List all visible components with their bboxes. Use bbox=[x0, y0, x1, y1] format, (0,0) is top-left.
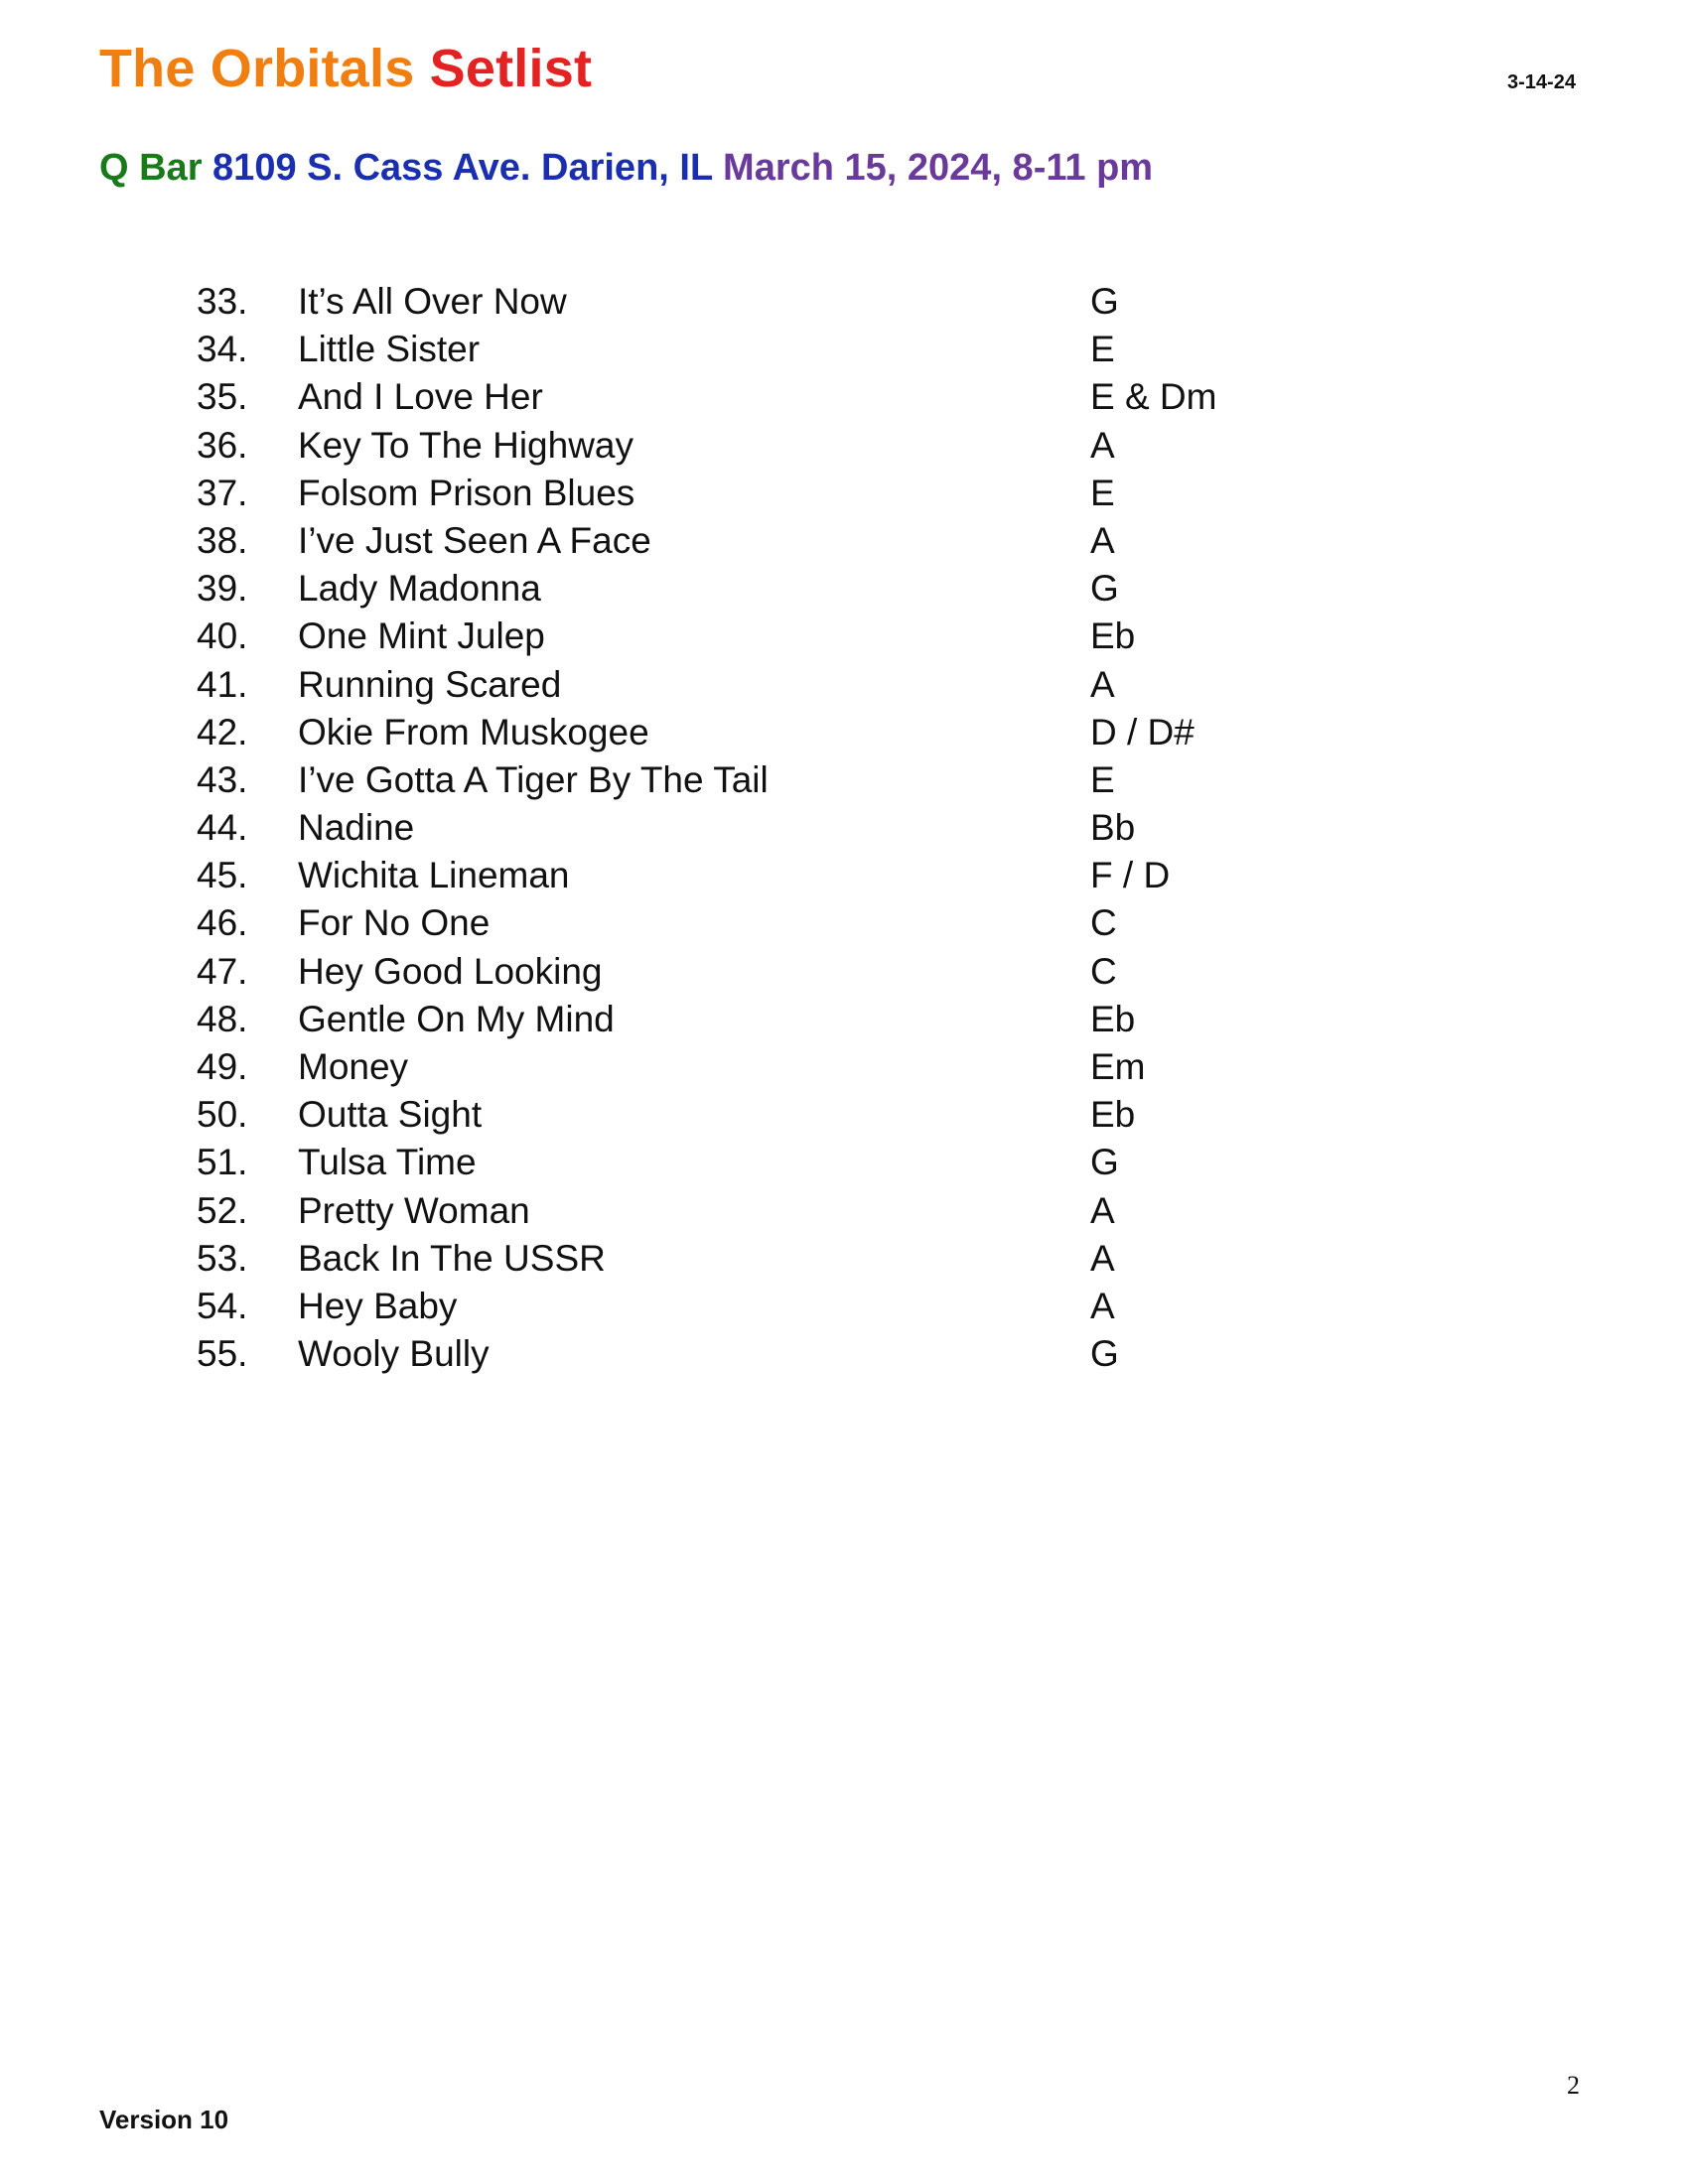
song-number: 41. bbox=[197, 663, 248, 705]
song-number: 40. bbox=[197, 615, 248, 657]
song-number: 44. bbox=[197, 807, 248, 849]
song-title: Lady Madonna bbox=[298, 568, 541, 610]
venue-line bbox=[99, 147, 1153, 190]
song-number: 38. bbox=[197, 519, 248, 561]
song-row bbox=[0, 899, 1688, 947]
song-number: 48. bbox=[197, 998, 248, 1039]
song-title: Gentle On My Mind bbox=[298, 998, 615, 1039]
song-row bbox=[0, 1139, 1688, 1186]
song-key: E bbox=[1090, 758, 1115, 800]
song-title: Outta Sight bbox=[298, 1094, 483, 1136]
song-key: Eb bbox=[1090, 998, 1136, 1039]
song-title: Wooly Bully bbox=[298, 1333, 490, 1375]
page-title bbox=[99, 38, 592, 99]
song-key: A bbox=[1090, 1189, 1115, 1231]
song-number: 55. bbox=[197, 1333, 248, 1375]
song-row bbox=[0, 278, 1688, 326]
song-number: 34. bbox=[197, 329, 248, 370]
song-title: I’ve Gotta A Tiger By The Tail bbox=[298, 758, 769, 800]
song-key: E & Dm bbox=[1090, 376, 1217, 418]
song-title: Wichita Lineman bbox=[298, 855, 570, 896]
setlist-label: Setlist bbox=[429, 39, 593, 98]
song-number: 45. bbox=[197, 855, 248, 896]
song-title: And I Love Her bbox=[298, 376, 543, 418]
page-number: 2 bbox=[1567, 2071, 1580, 2100]
song-number: 43. bbox=[197, 758, 248, 800]
song-key: E bbox=[1090, 472, 1115, 513]
song-number: 50. bbox=[197, 1094, 248, 1136]
song-number: 35. bbox=[197, 376, 248, 418]
song-key: A bbox=[1090, 1285, 1115, 1326]
song-title: Back In The USSR bbox=[298, 1237, 606, 1279]
song-title: Tulsa Time bbox=[298, 1142, 477, 1183]
song-number: 47. bbox=[197, 950, 248, 992]
song-title: Key To The Highway bbox=[298, 424, 633, 466]
song-key: G bbox=[1090, 1142, 1119, 1183]
song-number: 36. bbox=[197, 424, 248, 466]
song-row bbox=[0, 373, 1688, 421]
song-number: 52. bbox=[197, 1189, 248, 1231]
song-number: 49. bbox=[197, 1046, 248, 1087]
song-key: F / D bbox=[1090, 855, 1171, 896]
song-key: C bbox=[1090, 950, 1117, 992]
song-title: Hey Good Looking bbox=[298, 950, 603, 992]
song-row bbox=[0, 804, 1688, 852]
song-title: Folsom Prison Blues bbox=[298, 472, 635, 513]
song-row bbox=[0, 565, 1688, 613]
song-number: 42. bbox=[197, 711, 248, 752]
song-key: G bbox=[1090, 568, 1119, 610]
song-number: 39. bbox=[197, 568, 248, 610]
song-number: 54. bbox=[197, 1285, 248, 1326]
song-row bbox=[0, 661, 1688, 709]
song-title: Hey Baby bbox=[298, 1285, 458, 1326]
song-key: A bbox=[1090, 663, 1115, 705]
song-number: 37. bbox=[197, 472, 248, 513]
song-row bbox=[0, 517, 1688, 565]
venue-name: Q Bar bbox=[99, 147, 203, 189]
song-row bbox=[0, 470, 1688, 517]
song-row bbox=[0, 996, 1688, 1043]
song-row bbox=[0, 852, 1688, 899]
song-row bbox=[0, 948, 1688, 996]
song-key: Eb bbox=[1090, 1094, 1136, 1136]
song-row bbox=[0, 1235, 1688, 1283]
song-number: 53. bbox=[197, 1237, 248, 1279]
song-row bbox=[0, 422, 1688, 470]
song-key: G bbox=[1090, 1333, 1119, 1375]
song-key: Bb bbox=[1090, 807, 1136, 849]
song-key: D / D# bbox=[1090, 711, 1195, 752]
song-title: Nadine bbox=[298, 807, 415, 849]
song-row bbox=[0, 756, 1688, 804]
song-key: A bbox=[1090, 519, 1115, 561]
song-title: Money bbox=[298, 1046, 409, 1087]
song-title: One Mint Julep bbox=[298, 615, 545, 657]
song-key: A bbox=[1090, 424, 1115, 466]
document-date: 3-14-24 bbox=[1507, 71, 1576, 93]
song-row bbox=[0, 1187, 1688, 1235]
song-row bbox=[0, 1330, 1688, 1378]
song-title: It’s All Over Now bbox=[298, 281, 567, 322]
song-row bbox=[0, 709, 1688, 756]
song-row bbox=[0, 1043, 1688, 1091]
song-number: 33. bbox=[197, 281, 248, 322]
version-label: Version 10 bbox=[99, 2105, 229, 2134]
song-key: Eb bbox=[1090, 615, 1136, 657]
song-row bbox=[0, 613, 1688, 660]
song-row bbox=[0, 1091, 1688, 1139]
song-title: Running Scared bbox=[298, 663, 562, 705]
song-key: E bbox=[1090, 329, 1115, 370]
song-title: For No One bbox=[298, 902, 491, 944]
song-title: Little Sister bbox=[298, 329, 481, 370]
song-number: 51. bbox=[197, 1142, 248, 1183]
song-title: I’ve Just Seen A Face bbox=[298, 519, 651, 561]
venue-address: 8109 S. Cass Ave. Darien, IL bbox=[212, 147, 713, 189]
song-key: A bbox=[1090, 1237, 1115, 1279]
song-title: Okie From Muskogee bbox=[298, 711, 649, 752]
song-key: C bbox=[1090, 902, 1117, 944]
song-key: G bbox=[1090, 281, 1119, 322]
song-row bbox=[0, 1283, 1688, 1330]
setlist bbox=[0, 278, 1688, 1378]
band-name: The Orbitals bbox=[99, 39, 415, 98]
song-number: 46. bbox=[197, 902, 248, 944]
song-key: Em bbox=[1090, 1046, 1146, 1087]
venue-datetime: March 15, 2024, 8-11 pm bbox=[723, 147, 1154, 189]
song-title: Pretty Woman bbox=[298, 1189, 530, 1231]
song-row bbox=[0, 326, 1688, 373]
